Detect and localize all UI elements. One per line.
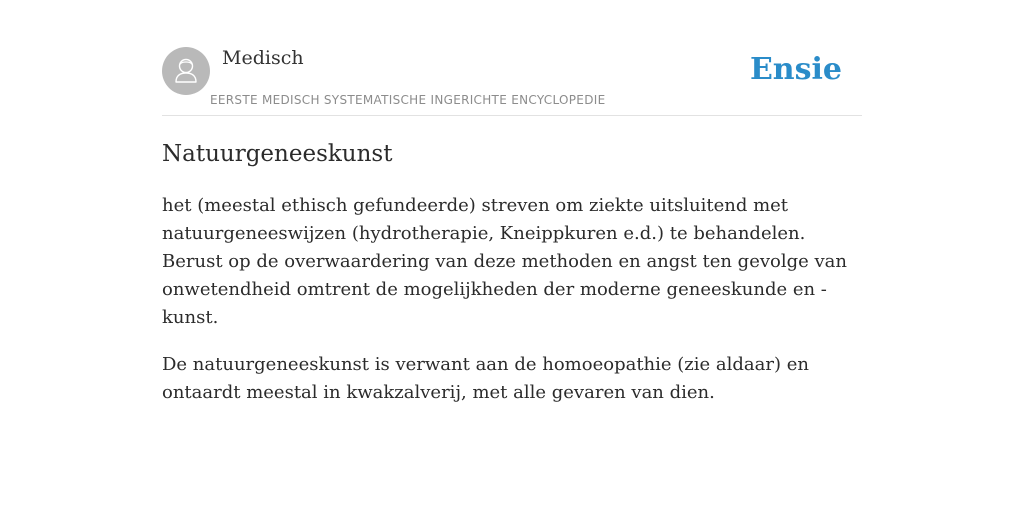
- article-title: Natuurgeneeskunst: [162, 141, 393, 167]
- avatar[interactable]: [162, 47, 210, 95]
- author-name[interactable]: Medisch: [222, 47, 304, 69]
- user-silhouette-icon: [162, 47, 210, 95]
- source-subtitle: EERSTE MEDISCH SYSTEMATISCHE INGERICHTE ENCYCLOPEDIE: [210, 93, 606, 107]
- source-header: [162, 44, 862, 116]
- article-paragraph: De natuurgeneeskunst is verwant aan de homoeopathie (zie aldaar) en ontaardt meestal in kwakzalverij, met alle gevaren van dien.: [162, 354, 809, 403]
- article-body: [162, 192, 862, 426]
- article-paragraph: het (meestal ethisch gefundeerde) streven om ziekte uitsluitend met natuurgeneeswijzen (hydrotherapie, Kneippkuren e.d.) te behandelen. Berust op de overwaardering van deze methoden en angst ten gevolge van onwetendheid omtrent de mogelijkheden der moderne geneeskunde en -kunst.: [162, 195, 848, 328]
- ensie-logo[interactable]: Ensie: [749, 52, 842, 87]
